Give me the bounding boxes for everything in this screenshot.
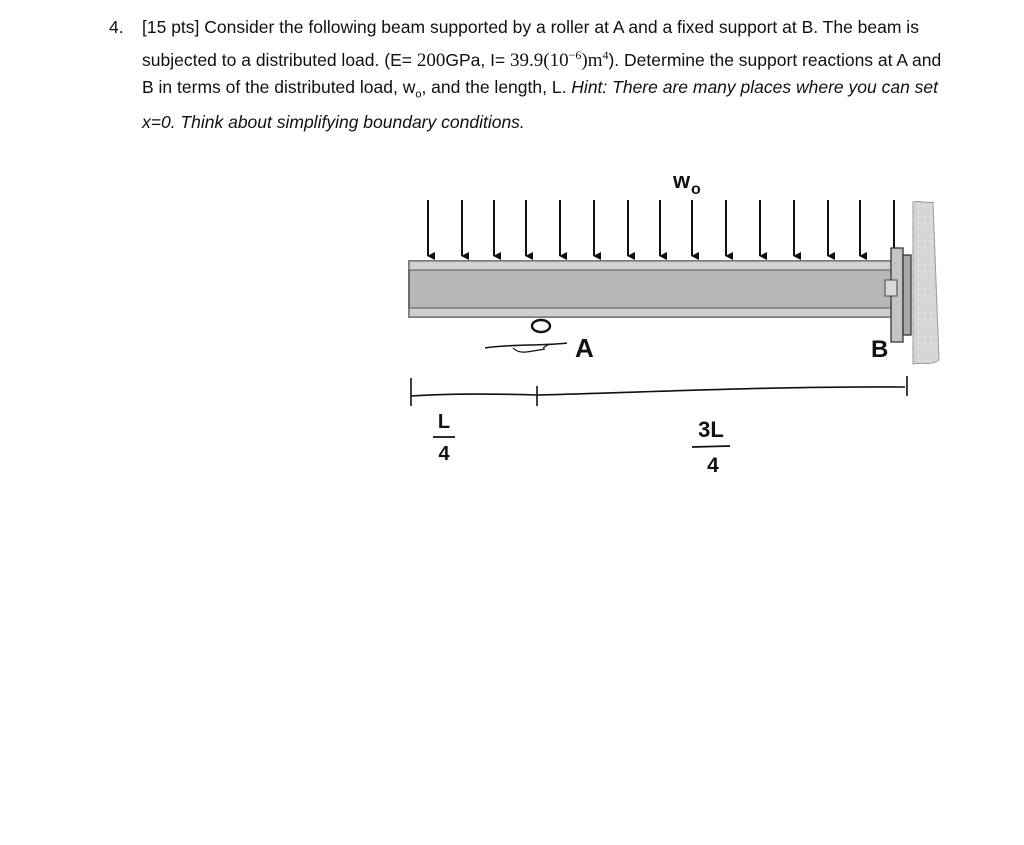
- load-label-subscript: o: [691, 181, 701, 198]
- i-exponent: −6: [568, 47, 582, 62]
- e-unit: GPa, I=: [445, 49, 511, 70]
- sentence-2: ). Determine the support reactions at A and B in terms of the distributed load, w: [142, 49, 942, 97]
- dimension-label-left: [433, 411, 455, 465]
- sentence-1: Consider the following beam supported by a roller at A and a fixed support at B. The beam is subjected to a distributed load. (E=: [142, 17, 919, 70]
- beam-diagram: [395, 160, 955, 500]
- support-a-label: A: [575, 333, 594, 363]
- beam: [409, 261, 899, 317]
- problem-text: [142, 14, 952, 136]
- i-close: )m: [581, 49, 603, 71]
- roller-support: [485, 320, 567, 352]
- e-value: 200: [416, 49, 446, 71]
- hint-text: Hint: There are many places where you can set x=0. Think about simplifying boundary conditions.: [142, 76, 939, 132]
- problem-number: 4.: [109, 17, 124, 37]
- load-label: w: [673, 168, 691, 193]
- dimension-line: [411, 376, 907, 406]
- dim-left-denominator: 4: [438, 443, 450, 465]
- dim-right-numerator: 3L: [698, 417, 724, 442]
- sentence-3: , and the length, L.: [421, 76, 572, 97]
- i-value: 39.9(10: [510, 49, 569, 71]
- dimension-label-right: [692, 417, 730, 477]
- i-power: 4: [602, 47, 609, 62]
- points-label: [15 pts]: [142, 17, 200, 37]
- dim-left-numerator: L: [437, 411, 451, 433]
- dim-right-denominator: 4: [707, 454, 719, 477]
- support-b-label: B: [871, 336, 889, 363]
- distributed-load-arrows: [428, 200, 894, 256]
- w-subscript: o: [415, 88, 422, 101]
